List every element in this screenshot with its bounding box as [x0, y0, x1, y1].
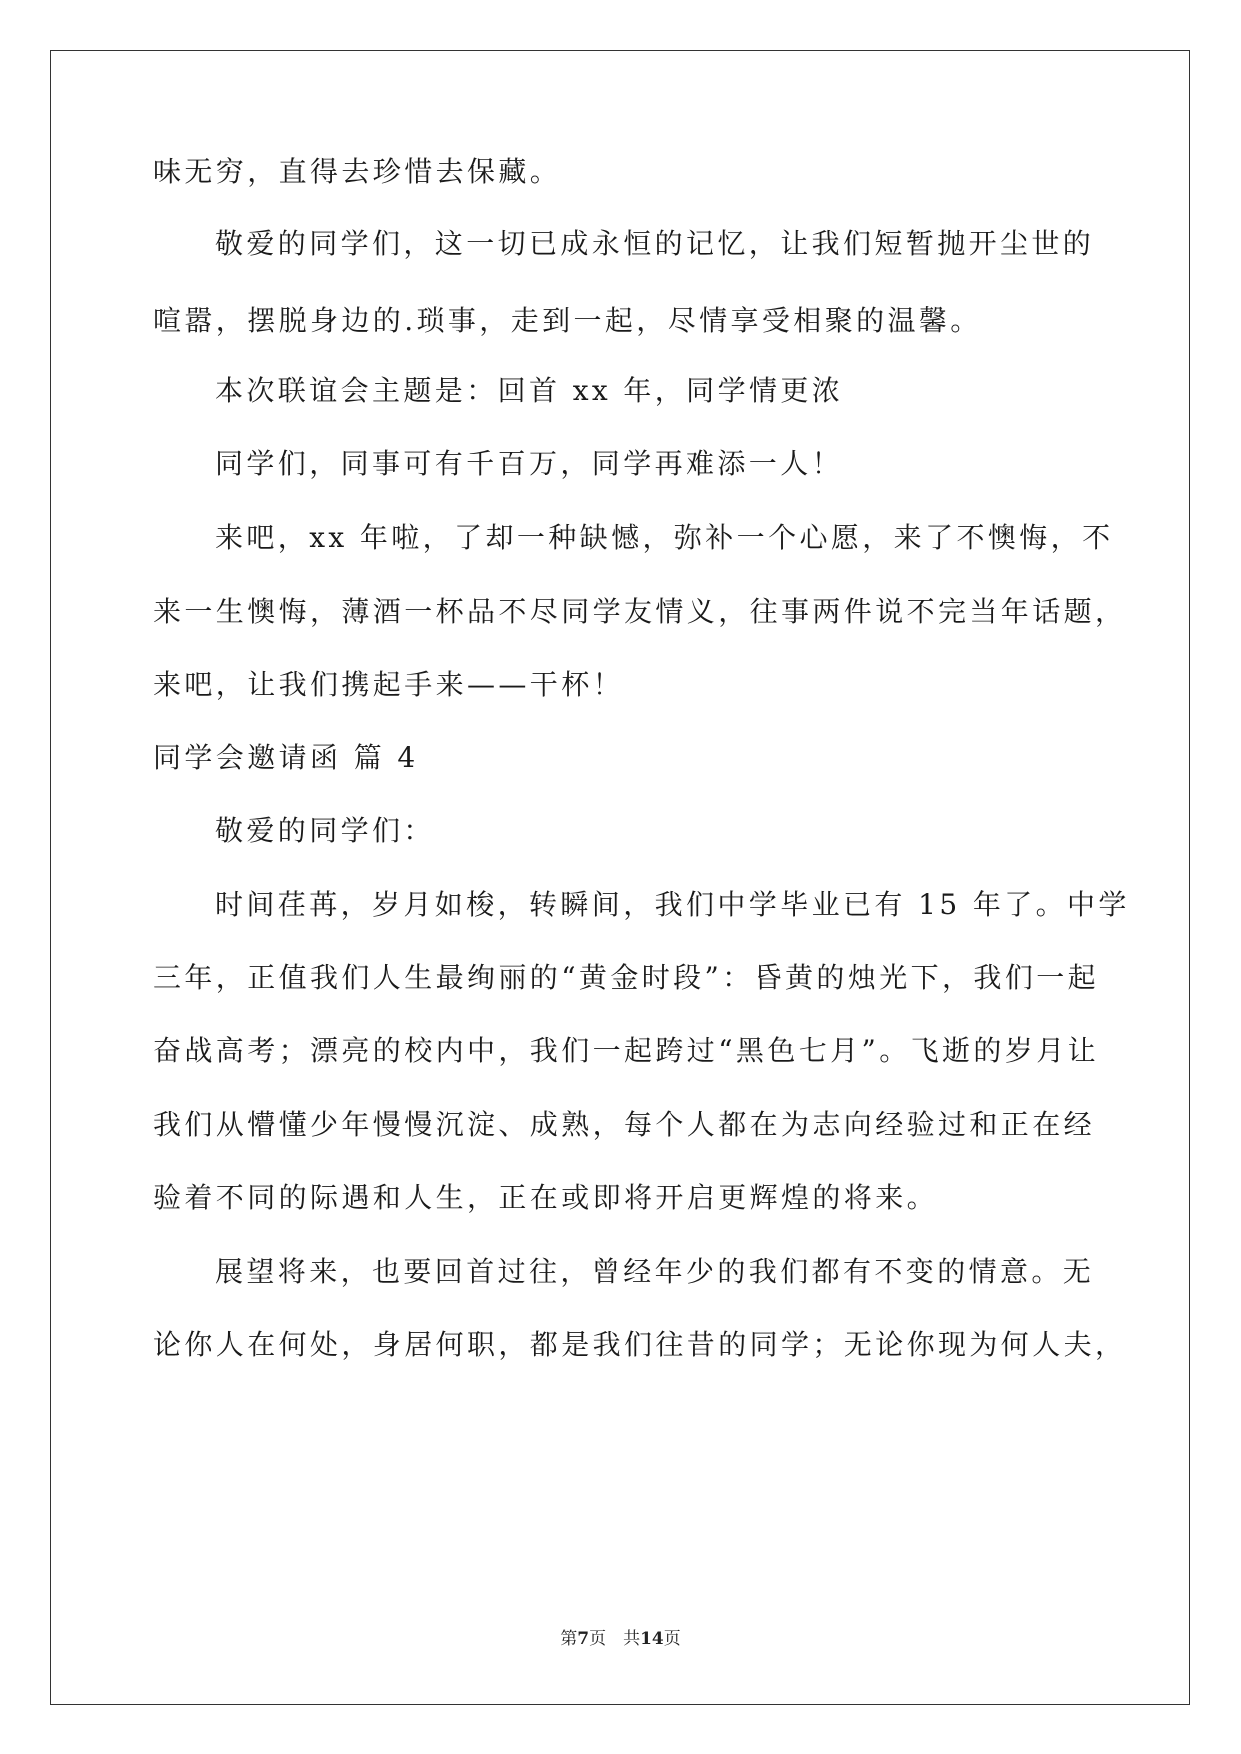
footer-prefix: 第	[560, 1629, 578, 1648]
total-page-count: 14	[640, 1629, 664, 1649]
paragraph-line: 展望将来，也要回首过往，曾经年少的我们都有不变的情意。无	[215, 1255, 1095, 1288]
paragraph-line: 奋战高考；漂亮的校内中，我们一起跨过“黑色七月”。飞逝的岁月让	[153, 1034, 1100, 1067]
paragraph-line: 本次联谊会主题是：回首 xx 年，同学情更浓	[215, 374, 844, 407]
paragraph-line: 喧嚣，摆脱身边的.琐事，走到一起，尽情享受相聚的温馨。	[153, 304, 982, 337]
paragraph-line: 三年，正值我们人生最绚丽的“黄金时段”：昏黄的烛光下，我们一起	[153, 961, 1100, 994]
page-border	[50, 50, 1190, 1705]
salutation: 敬爱的同学们：	[215, 814, 435, 847]
section-heading: 同学会邀请函 篇 4	[153, 741, 419, 774]
paragraph-line: 来一生懊悔，薄酒一杯品不尽同学友情义，往事两件说不完当年话题，	[153, 595, 1127, 628]
paragraph-line: 同学们，同事可有千百万，同学再难添一人！	[215, 447, 844, 480]
paragraph-line: 我们从懵懂少年慢慢沉淀、成熟，每个人都在为志向经验过和正在经	[153, 1108, 1096, 1141]
current-page-number: 7	[577, 1629, 590, 1649]
paragraph-line: 时间荏苒，岁月如梭，转瞬间，我们中学毕业已有 15 年了。中学	[215, 888, 1130, 921]
paragraph-line: 敬爱的同学们，这一切已成永恒的记忆，让我们短暂抛开尘世的	[215, 227, 1095, 260]
paragraph-line: 来吧，xx 年啦，了却一种缺憾，弥补一个心愿，来了不懊悔，不	[215, 521, 1114, 554]
page-footer	[0, 1628, 1241, 1650]
footer-mid: 页 共	[589, 1629, 641, 1648]
paragraph-line: 论你人在何处，身居何职，都是我们往昔的同学；无论你现为何人夫，	[153, 1328, 1127, 1361]
footer-suffix: 页	[663, 1629, 681, 1648]
paragraph-line: 验着不同的际遇和人生，正在或即将开启更辉煌的将来。	[153, 1181, 939, 1214]
paragraph-line: 来吧，让我们携起手来——干杯！	[153, 668, 625, 701]
paragraph-line: 味无穷，直得去珍惜去保藏。	[153, 155, 562, 188]
